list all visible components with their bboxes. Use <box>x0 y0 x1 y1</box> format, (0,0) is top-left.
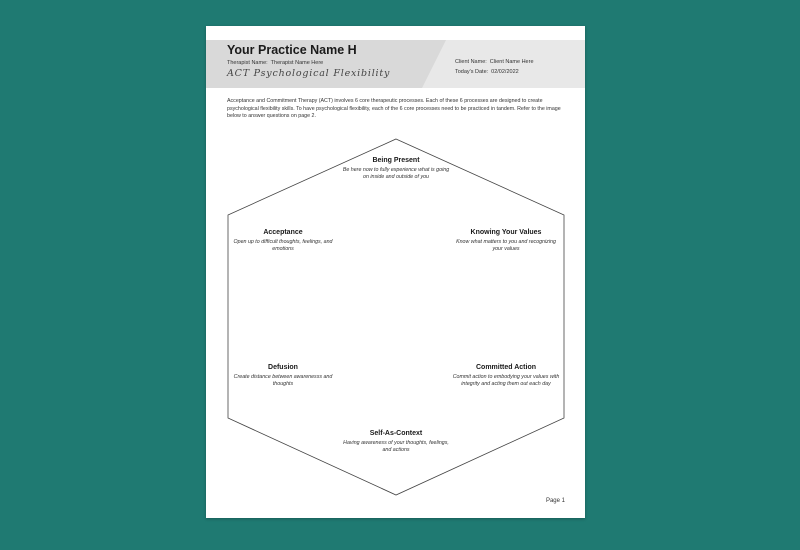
therapist-label: Therapist Name: <box>227 60 268 66</box>
process-title: Acceptance <box>263 229 303 236</box>
process-title: Self-As-Context <box>369 430 423 437</box>
process-desc: Having awareness of your thoughts, feelings, and actions <box>343 440 449 453</box>
date-label: Today's Date: <box>455 69 489 75</box>
process-being-present <box>341 157 451 181</box>
process-desc: Create distance between awarenesss and thoughts <box>233 374 333 387</box>
page-number: Page 1 <box>545 498 565 504</box>
intro-paragraph: Acceptance and Commitment Therapy (ACT) involves 6 core therapeutic processes. Each of these 6 processes are designed to create psychological flexibility skills. To have psychological flexibility, each of the 6 core processes need to be practiced in tandem. Refer to the image below to answer questions on page 2. <box>227 98 561 120</box>
process-title: Defusion <box>268 364 298 371</box>
date-value: 02/02/2022 <box>491 69 519 75</box>
process-title: Knowing Your Values <box>470 229 542 236</box>
process-desc: Know what matters to you and recognizing your values <box>456 239 556 252</box>
document-title: ACT Psychological Flexibility <box>227 68 391 79</box>
process-acceptance <box>228 229 338 253</box>
process-desc: Be here now to fully experience what is going on inside and outside of you <box>342 167 450 180</box>
worksheet-page <box>206 26 585 518</box>
process-desc: Commit action to embodying your values with integrity and acting them out each day <box>452 374 560 387</box>
therapist-value: Therapist Name Here <box>270 60 324 66</box>
client-label: Client Name: <box>455 59 487 65</box>
process-title: Committed Action <box>475 364 537 371</box>
process-self-as-context <box>341 430 451 454</box>
process-knowing-your-values <box>451 229 561 253</box>
process-title: Being Present <box>372 157 420 164</box>
process-committed-action <box>451 364 561 388</box>
practice-name: Your Practice Name H <box>227 43 357 57</box>
client-value: Client Name Here <box>489 59 534 65</box>
process-defusion <box>228 364 338 388</box>
process-desc: Open up to difficult thoughts, feelings, and emotions <box>233 239 333 252</box>
